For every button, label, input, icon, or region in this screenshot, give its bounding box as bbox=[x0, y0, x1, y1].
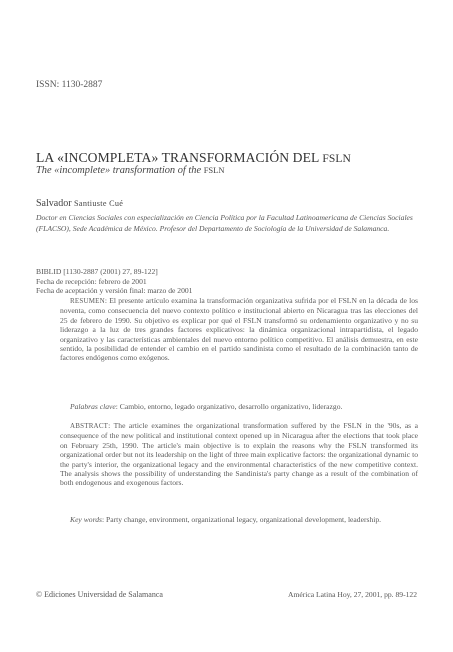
abstract-label: ABSTRACT bbox=[70, 422, 109, 430]
biblid-block bbox=[36, 267, 426, 296]
issn: ISSN: 1130-2887 bbox=[36, 80, 103, 90]
keywords-paragraph bbox=[60, 515, 418, 524]
resumen-label: RESUMEN bbox=[70, 297, 105, 305]
keywords-label: Key words bbox=[70, 515, 102, 524]
article-subtitle bbox=[36, 165, 224, 176]
palabras-clave-paragraph bbox=[70, 402, 418, 411]
resumen-paragraph bbox=[60, 296, 418, 363]
biblid-line: BIBLID [1130-2887 (2001) 27, 89-122] bbox=[36, 267, 158, 276]
abstract-text: : The article examines the organizational transformation suffered by the FSLN in the '90s, as a consequence of the new political and institutional context opened up in Nicaragua after the elections that took place on February 25th, 1990. The article's main objective is to explain the reasons why the FSLN transformed its organizational order but not its leadership on the light of three main explicative factors: the organizational dynamic to the party's interior, the organizational legacy and the environmental characteristics of the new competitive context. The analysis shows the possibility of understanding the Sandinista's party change as a result of the combination of both endogenous and exogenous factors. bbox=[60, 421, 418, 488]
article-subtitle-acronym: FSLN bbox=[203, 165, 225, 175]
footer-citation: América Latina Hoy, 27, 2001, pp. 89-122 bbox=[288, 590, 417, 599]
footer-publisher: © Ediciones Universidad de Salamanca bbox=[36, 590, 163, 599]
article-subtitle-main: The «incomplete» transformation of the bbox=[36, 165, 204, 176]
palabras-clave-text: : Cambio, entorno, legado organizativo, desarrollo organizativo, liderazgo. bbox=[115, 402, 343, 411]
keywords-text: : Party change, environment, organizational legacy, organizational development, leadership. bbox=[102, 515, 382, 524]
author-affiliation: Doctor en Ciencias Sociales con especialización en Ciencia Política por la Facultad Latinoamericana de Ciencias Sociales (FLACSO), Sede Académica de México. Profesor del Departamento de Sociología de la Universidad de Salamanca. bbox=[36, 213, 413, 233]
received-date: Fecha de recepción: febrero de 2001 bbox=[36, 276, 147, 286]
author-last-name: Santiuste Cué bbox=[74, 199, 124, 208]
resumen-text: : El presente artículo examina la transformación organizativa sufrida por el FSLN en la década de los noventa, como consecuencia del nuevo contexto político e institucional abierto en Nicaragua tras las elecciones del 25 de febrero de 1990. Su objetivo es explicar por qué el FSLN transformó su ordenamiento organizativo y no su liderazgo a la luz de tres grandes factores explicativos: la dinámica organizacional intrapartidista, el legado organizativo y las características ambientales del nuevo entorno político competitivo. El análisis demuestra, en este sentido, la posibilidad de entender el cambio en el partido sandinista como el resultado de la combinación tanto de factores endógenos como exógenos. bbox=[60, 296, 418, 363]
article-title-main: LA «INCOMPLETA» TRANSFORMACIÓN DEL bbox=[36, 150, 323, 165]
abstract-paragraph bbox=[60, 421, 418, 488]
accepted-date: Fecha de aceptación y versión final: marzo de 2001 bbox=[36, 286, 193, 295]
author-first-name: Salvador bbox=[36, 198, 75, 209]
palabras-clave-label: Palabras clave bbox=[70, 402, 116, 411]
article-title bbox=[36, 150, 351, 166]
article-title-acronym: FSLN bbox=[322, 153, 351, 165]
author-name bbox=[36, 198, 123, 209]
